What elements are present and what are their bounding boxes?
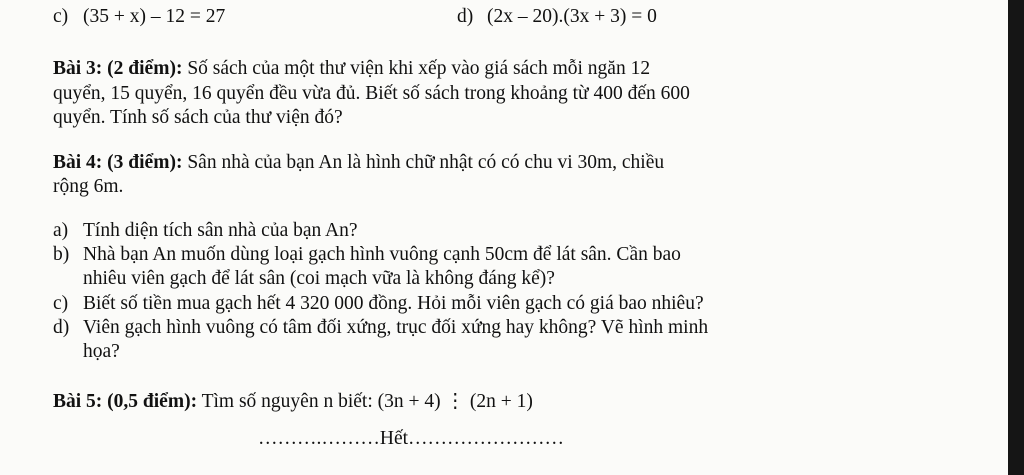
item-label: d) <box>53 317 70 338</box>
bai5-line <box>53 390 533 414</box>
bai4-text-1: Sân nhà của bạn An là hình chữ nhật có có chu vi 30m, chiều <box>182 152 665 173</box>
bai4-heading: Bài 4: (3 điểm): <box>53 152 183 173</box>
bai4-item-d <box>53 316 708 340</box>
bai4-item-a <box>53 219 358 243</box>
end-marker: ……….………Hết…………………… <box>258 428 565 449</box>
item-label: b) <box>53 244 70 265</box>
exercise-d-equation: (2x – 20).(3x + 3) = 0 <box>487 6 657 27</box>
exercise-c-label: c) <box>53 6 69 27</box>
bai4-item-d-cont: họa? <box>83 341 120 362</box>
bai4-item-b-cont: nhiêu viên gạch để lát sân (coi mạch vữa là không đáng kể)? <box>83 268 555 289</box>
bai5-heading: Bài 5: (0,5 điểm): <box>53 391 198 412</box>
exercise-c-equation: (35 + x) – 12 = 27 <box>83 6 226 27</box>
dark-edge <box>1008 0 1024 475</box>
item-text: Biết số tiền mua gạch hết 4 320 000 đồng. Hỏi mỗi viên gạch có giá bao nhiêu? <box>83 293 704 314</box>
item-text: Viên gạch hình vuông có tâm đối xứng, trục đối xứng hay không? Vẽ hình minh <box>83 317 709 338</box>
bai4-item-b <box>53 243 681 267</box>
bai4-line-1 <box>53 151 664 175</box>
bai4-item-c <box>53 292 704 316</box>
item-text: Tính diện tích sân nhà của bạn An? <box>83 220 358 241</box>
bai3-line-2: quyển, 15 quyển, 16 quyển đều vừa đủ. Biết số sách trong khoảng từ 400 đến 600 <box>53 83 690 104</box>
bai4-line-2: rộng 6m. <box>53 176 124 197</box>
bai5-text: Tìm số nguyên n biết: (3n + 4) ⋮ (2n + 1) <box>197 391 533 412</box>
bai3-heading: Bài 3: (2 điểm): <box>53 58 183 79</box>
item-label: a) <box>53 220 69 241</box>
bai3-line-3: quyển. Tính số sách của thư viện đó? <box>53 107 343 128</box>
exercise-d-label: d) <box>457 6 474 27</box>
item-text: Nhà bạn An muốn dùng loại gạch hình vuông cạnh 50cm để lát sân. Cần bao <box>83 244 681 265</box>
bai3-text-1: Số sách của một thư viện khi xếp vào giá sách mỗi ngăn 12 <box>182 58 651 79</box>
item-label: c) <box>53 293 69 314</box>
bai3-line-1 <box>53 57 650 81</box>
